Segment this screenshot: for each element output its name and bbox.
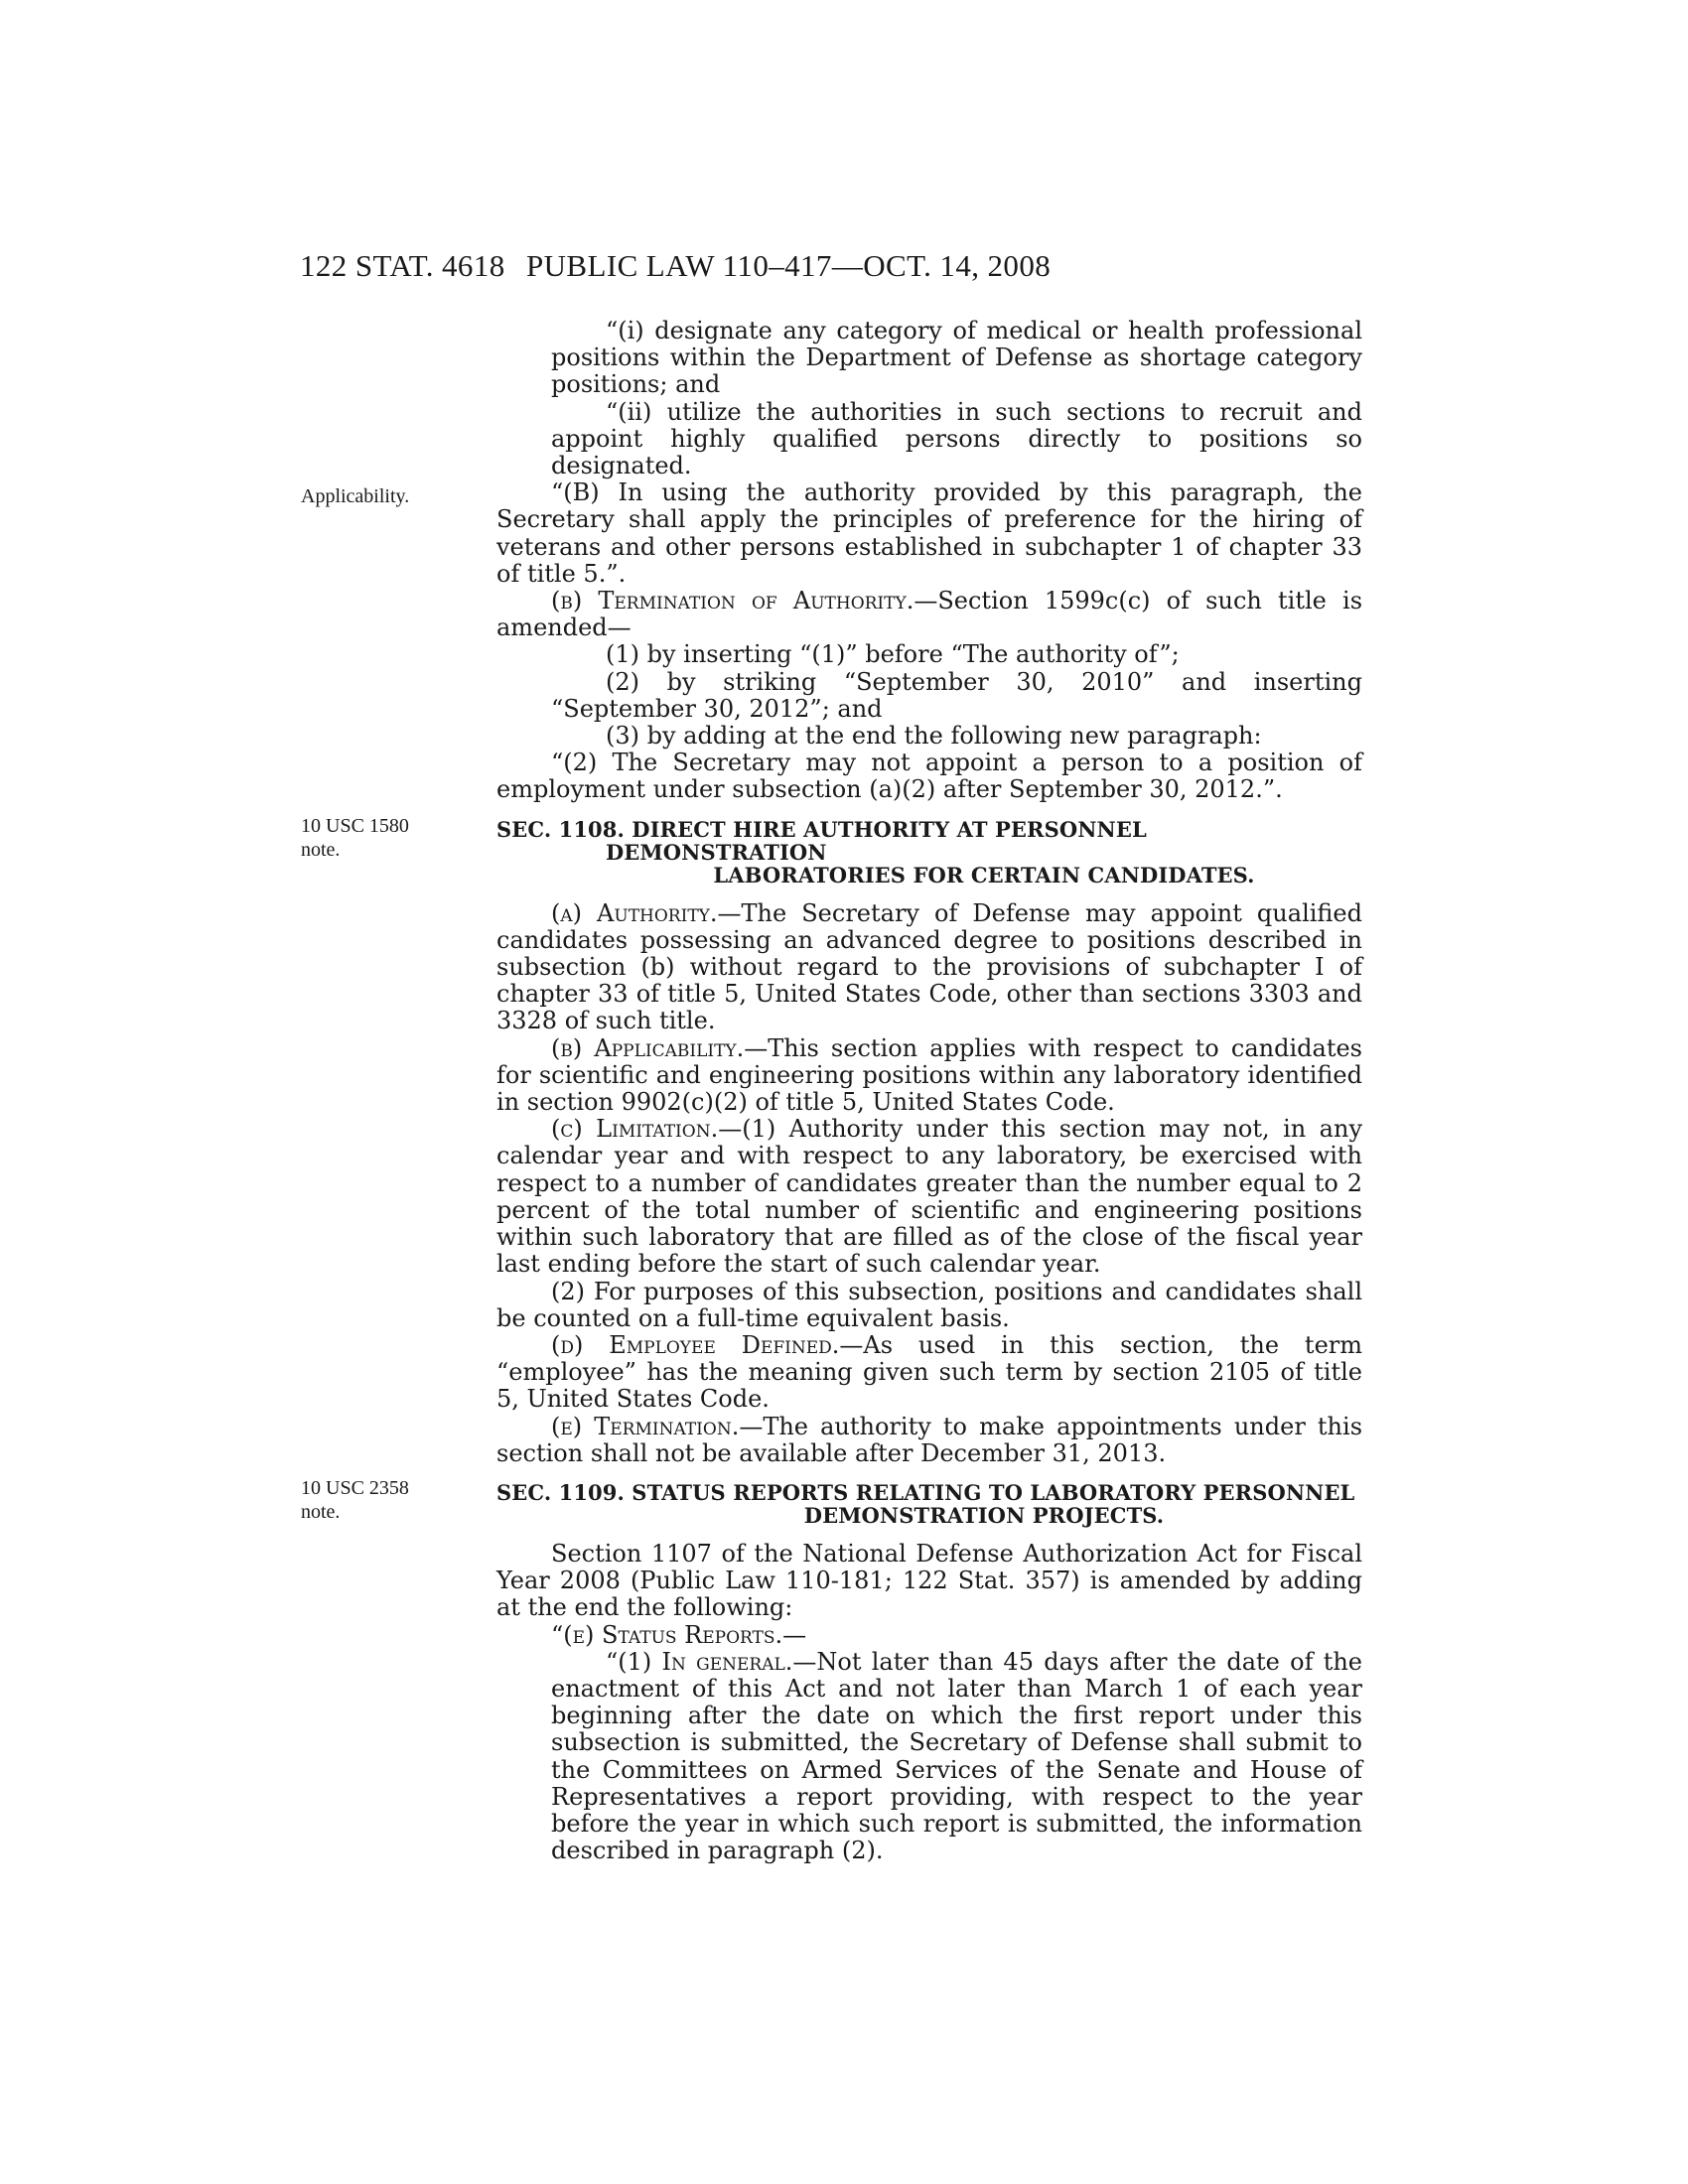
body-text: [496, 318, 1362, 1864]
subsection-heading: “(e) Status Reports.: [551, 1620, 783, 1649]
section-heading-line: LABORATORIES FOR CERTAIN CANDIDATES.: [713, 862, 1255, 887]
subsection-heading: (c) Limitation.: [551, 1115, 719, 1144]
paragraph: [496, 1414, 1362, 1467]
paragraph: (2) For purposes of this subsection, positions and candidates shall be counted on a full-time equivalent basis.: [496, 1277, 1362, 1332]
paragraph: [496, 1332, 1362, 1414]
paragraph-text: —This section applies with respect to candidates for scientific and engineering positions within any laboratory identified in section 9902(c)(2) of title 5, United States Code.: [496, 1033, 1363, 1117]
section-heading-line: DEMONSTRATION PROJECTS.: [803, 1502, 1165, 1528]
statute-page-number: 122 STAT. 4618: [300, 248, 505, 283]
margin-note-line: note.: [301, 1501, 341, 1523]
section-heading-line: SEC. 1109. STATUS REPORTS RELATING TO LABORATORY PERSONNEL: [496, 1479, 1355, 1505]
paragraph-text: —As used in this section, the term “employee” has the meaning given such term by section 2105 of title 5, United States Code.: [496, 1330, 1363, 1414]
paragraph: (2) by striking “September 30, 2010” and inserting “September 30, 2012”; and: [551, 667, 1362, 723]
paragraph: (1) by inserting “(1)” before “The authority of”;: [606, 640, 1180, 669]
paragraph: [496, 1649, 1362, 1865]
subsection-heading: (a) Authority.: [551, 898, 718, 927]
section-heading-1108: [496, 818, 1362, 887]
paragraph-text: —: [782, 1620, 807, 1649]
margin-note-usc-1580: [301, 814, 450, 862]
margin-note-usc-2358: [301, 1476, 450, 1524]
section-heading-line: SEC. 1108. DIRECT HIRE AUTHORITY AT PERSONNEL DEMONSTRATION: [496, 816, 1147, 865]
page-header: [300, 248, 1372, 288]
paragraph: “(B) In using the authority provided by this paragraph, the Secretary shall apply the principles of preference for the hiring of veterans and other persons established in subchapter 1 of chapter 33 of title 5.”.: [496, 478, 1362, 588]
public-law-citation: PUBLIC LAW 110–417—OCT. 14, 2008: [526, 248, 1052, 283]
subsection-heading: (d) Employee Defined.: [551, 1330, 840, 1359]
margin-note-line: 10 USC 1580: [301, 815, 409, 837]
paragraph: [496, 588, 1362, 641]
paragraph: “(i) designate any category of medical or health professional positions within the Department of Defense as shortage category positions; and: [551, 317, 1362, 399]
paragraph-text: —The authority to make appointments under this section shall not be available after December 31, 2013.: [496, 1412, 1363, 1467]
paragraph: [496, 1035, 1362, 1117]
paragraph-text: —Not later than 45 days after the date of the enactment of this Act and not later than March 1 of each year beginning after the date on which the first report under this subsection is submitted, the Secretary of Defense shall submit to the Committees on Armed Services of the Senate and House of Representatives a report providing, with respect to the year before the year in which such report is submitted, the information described in paragraph (2).: [551, 1647, 1363, 1865]
margin-note-applicability: Applicability.: [301, 485, 410, 507]
subsection-heading: “(1) In general.: [606, 1647, 793, 1676]
paragraph: [496, 900, 1362, 1035]
margin-note-line: note.: [301, 839, 341, 861]
paragraph-text: —(1) Authority under this section may not, in any calendar year and with respect to any laboratory, be exercised with respect to a number of candidates greater than the number equal to 2 percent of the total number of scientific and engineering positions within such laboratory that are filled as of the close of the fiscal year last ending before the start of such calendar year.: [496, 1115, 1363, 1279]
paragraph: Section 1107 of the National Defense Authorization Act for Fiscal Year 2008 (Public Law 110-181; 122 Stat. 357) is amended by adding at the end the following:: [496, 1539, 1362, 1622]
subsection-heading: (e) Termination.: [551, 1412, 740, 1440]
paragraph-text: —The Secretary of Defense may appoint qualified candidates possessing an advanced degree to positions described in subsection (b) without regard to the provisions of subchapter I of chapter 33 of title 5, United States Code, other than sections 3303 and 3328 of such title.: [496, 898, 1362, 1035]
paragraph: “(ii) utilize the authorities in such sections to recruit and appoint highly qualified persons directly to positions so designated.: [551, 397, 1362, 480]
paragraph: “(2) The Secretary may not appoint a person to a position of employment under subsection (a)(2) after September 30, 2012.”.: [496, 749, 1362, 804]
paragraph: [496, 1622, 1362, 1649]
paragraph-text: —Section 1599c(c) of such title is amended—: [496, 587, 1363, 642]
margin-note-line: 10 USC 2358: [301, 1477, 409, 1499]
paragraph: (3) by adding at the end the following new paragraph:: [606, 722, 1262, 751]
subsection-heading: (b) Applicability.: [551, 1033, 745, 1062]
paragraph: [496, 1116, 1362, 1278]
subsection-heading: (b) Termination of Authority.: [551, 587, 914, 615]
section-heading-1109: [496, 1481, 1362, 1527]
